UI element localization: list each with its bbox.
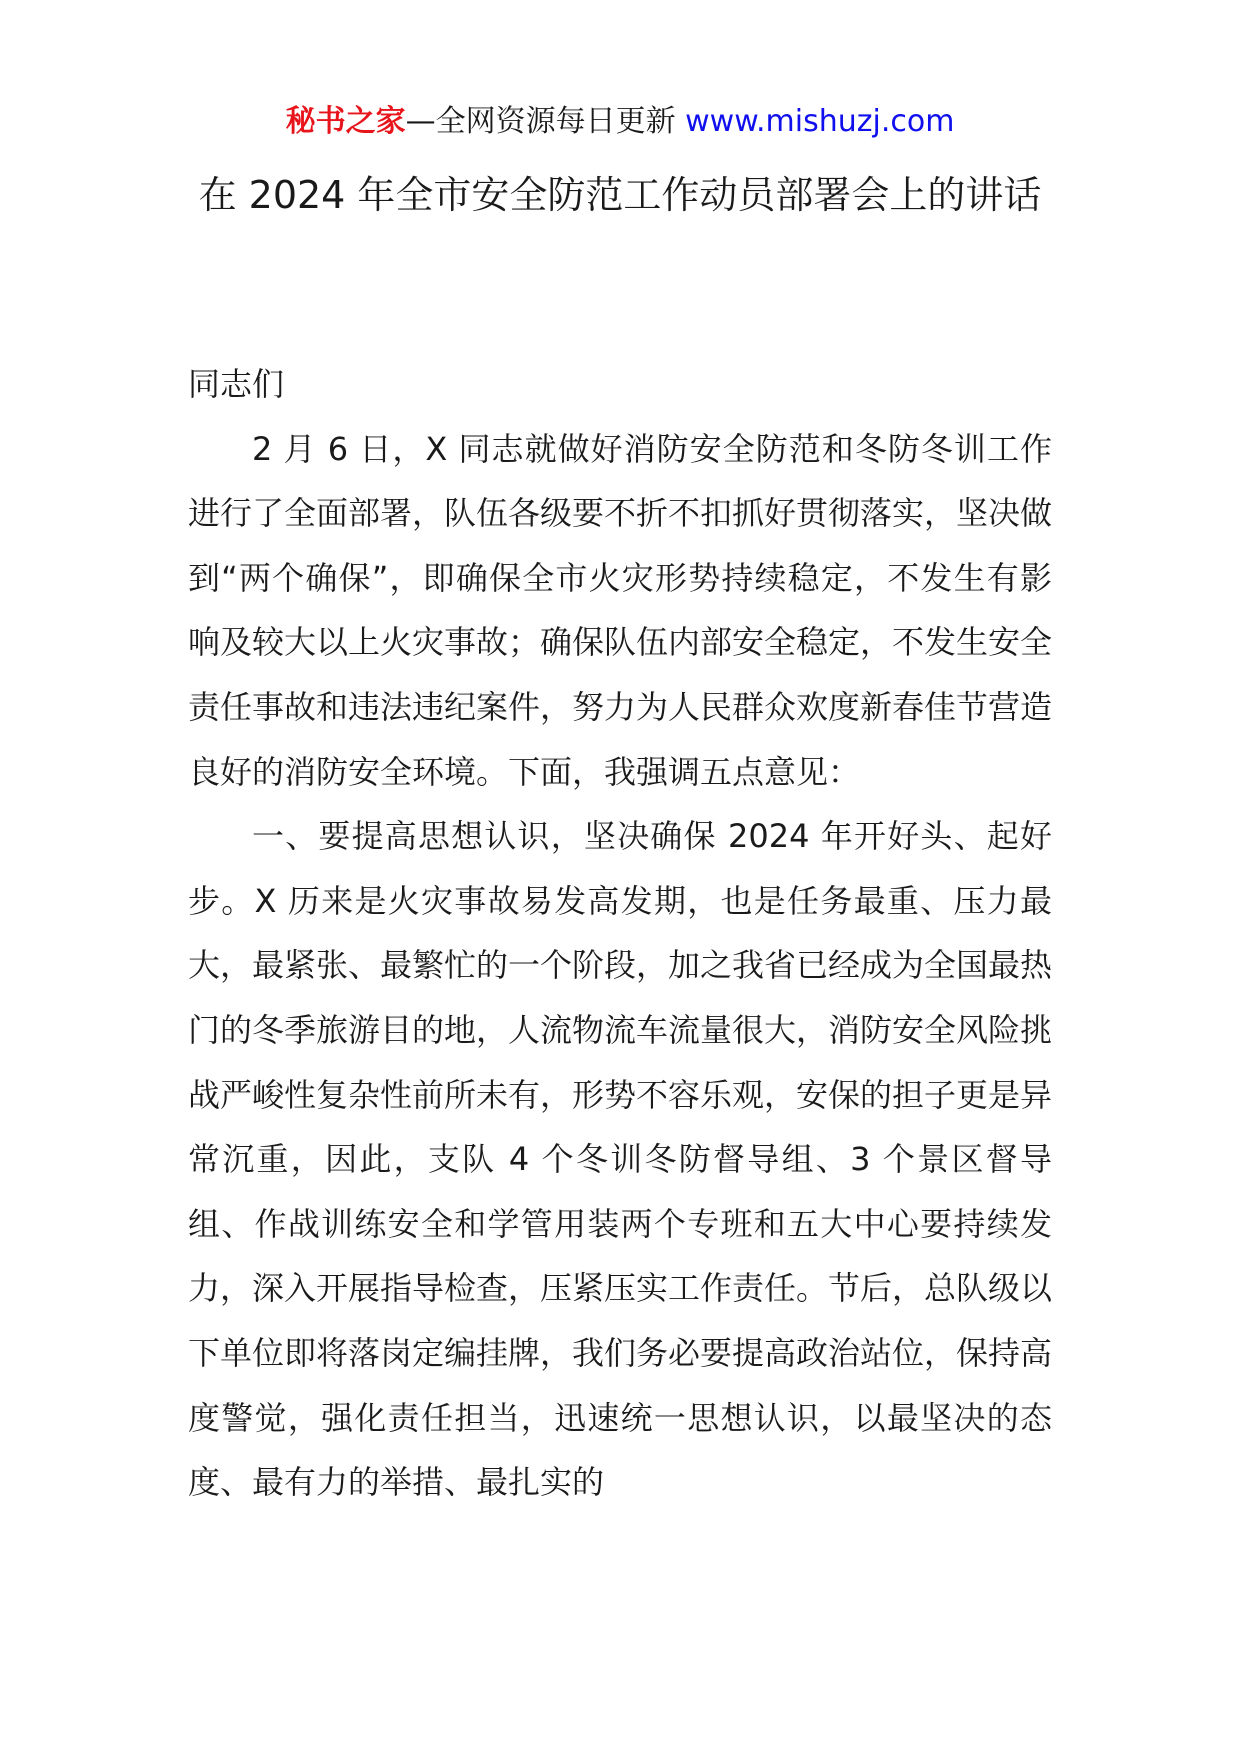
document-body: [188, 352, 1052, 1515]
paragraph: 一、要提高思想认识，坚决确保 2024 年开好头、起好步。X 历来是火灾事故易发高发期，也是任务最重、压力最大，最紧张、最繁忙的一个阶段，加之我省已经成为全国最热门的冬季旅游目的地，人流物流车流量很大，消防安全风险挑战严峻性复杂性前所未有，形势不容乐观，安保的担子更是异常沉重，因此，支队 4 个冬训冬防督导组、3 个景区督导组、作战训练安全和学管用装两个专班和五大中心要持续发力，深入开展指导检查，压紧压实工作责任。节后，总队级以下单位即将落岗定编挂牌，我们务必要提高政治站位，保持高度警觉，强化责任担当，迅速统一思想认识，以最坚决的态度、最有力的举措、最扎实的: [188, 817, 1053, 1502]
paragraph: 2 月 6 日，X 同志就做好消防安全防范和冬防冬训工作进行了全面部署，队伍各级要不折不扣抓好贯彻落实，坚决做到“两个确保”，即确保全市火灾形势持续稳定，不发生有影响及较大以上火灾事故；确保队伍内部安全稳定，不发生安全责任事故和违法违纪案件，努力为人民群众欢度新春佳节营造良好的消防安全环境。下面，我强调五点意见：: [188, 429, 1053, 791]
site-url-link[interactable]: www.mishuzj.com: [685, 104, 955, 139]
site-tagline: —全网资源每日更新: [405, 104, 686, 139]
site-brand: 秘书之家: [285, 104, 406, 139]
site-header: [0, 100, 1240, 144]
document-title: 在 2024 年全市安全防范工作动员部署会上的讲话: [198, 173, 1042, 217]
salutation: 同志们: [188, 365, 285, 403]
